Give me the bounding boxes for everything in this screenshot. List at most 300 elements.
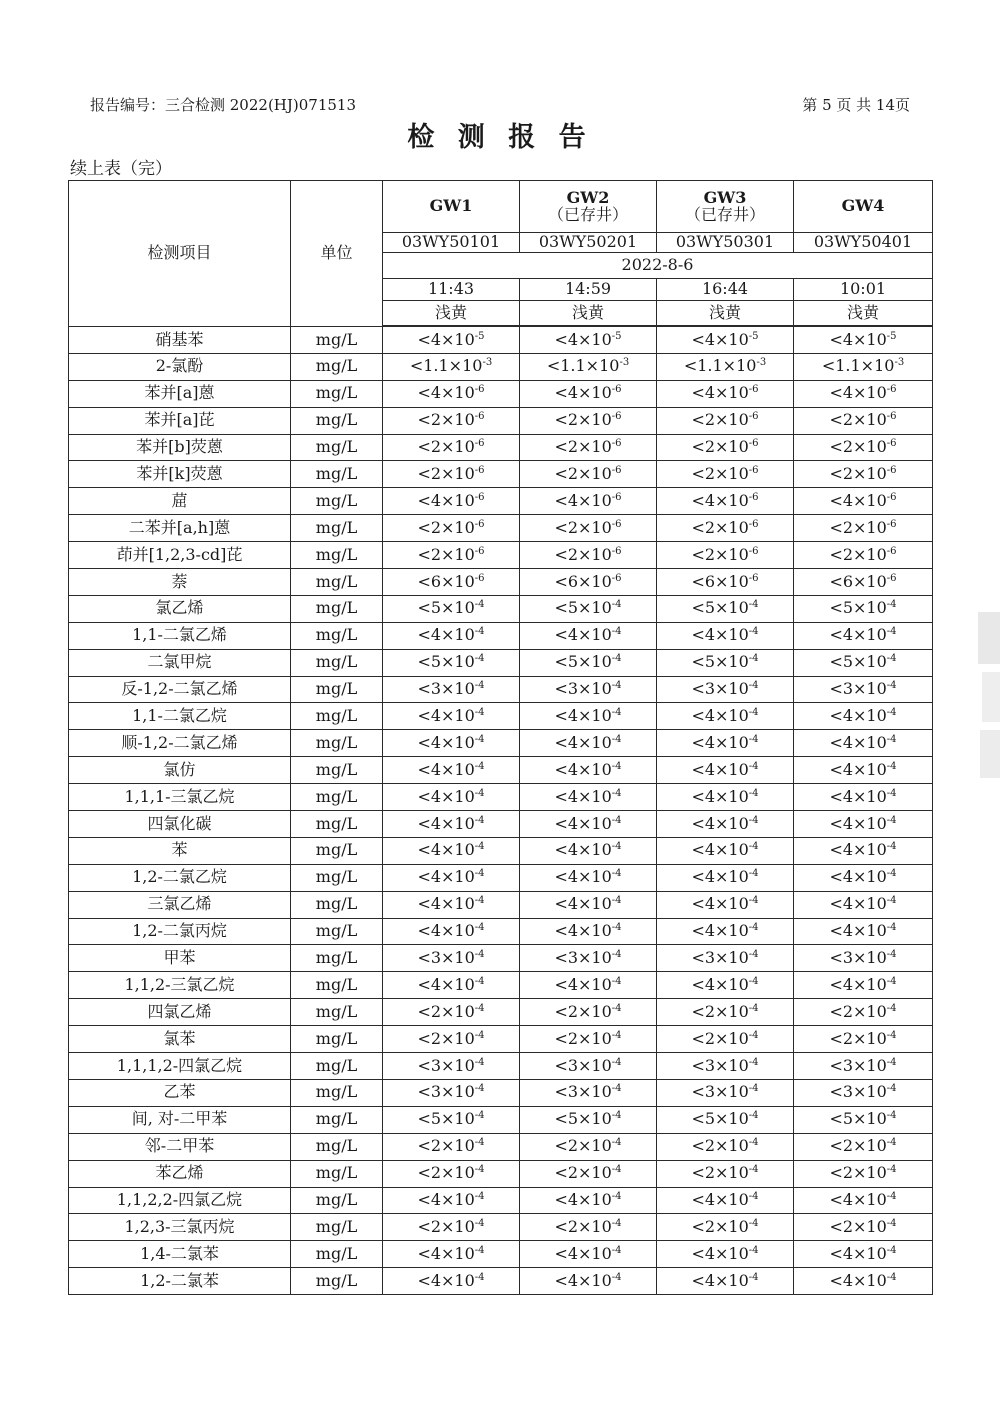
less-than-sign: < bbox=[554, 867, 568, 887]
item-unit: mg/L bbox=[291, 353, 383, 380]
sample-time: 10:01 bbox=[794, 279, 933, 301]
value-base: 6×10 bbox=[430, 571, 475, 591]
less-than-sign: < bbox=[683, 356, 698, 376]
item-unit: mg/L bbox=[291, 1133, 383, 1160]
value-base: 5×10 bbox=[430, 598, 475, 618]
item-unit: mg/L bbox=[291, 488, 383, 515]
item-name: 苯并[k]荧蒽 bbox=[69, 461, 291, 488]
value-base: 4×10 bbox=[704, 921, 749, 941]
value-base: 5×10 bbox=[567, 1109, 612, 1129]
value-exponent: -4 bbox=[886, 1056, 897, 1068]
value-exponent: -4 bbox=[886, 1083, 897, 1095]
less-than-sign: < bbox=[554, 383, 568, 403]
less-than-sign: < bbox=[554, 759, 568, 779]
less-than-sign: < bbox=[554, 437, 568, 457]
value-base: 2×10 bbox=[567, 1028, 612, 1048]
value-exponent: -4 bbox=[748, 680, 759, 692]
value-exponent: -6 bbox=[748, 438, 759, 450]
value-exponent: -4 bbox=[748, 949, 759, 961]
value-base: 2×10 bbox=[430, 1028, 475, 1048]
item-unit: mg/L bbox=[291, 542, 383, 569]
value-exponent: -3 bbox=[482, 357, 493, 369]
result-value bbox=[520, 1079, 657, 1106]
result-value bbox=[657, 407, 794, 434]
value-base: 4×10 bbox=[567, 329, 612, 349]
value-base: 4×10 bbox=[704, 732, 749, 752]
result-value bbox=[383, 1053, 520, 1080]
less-than-sign: < bbox=[691, 1243, 705, 1263]
value-exponent: -4 bbox=[611, 653, 622, 665]
less-than-sign: < bbox=[691, 437, 705, 457]
item-unit: mg/L bbox=[291, 1106, 383, 1133]
value-base: 4×10 bbox=[842, 867, 887, 887]
result-value bbox=[383, 622, 520, 649]
result-value bbox=[520, 837, 657, 864]
item-name: 间, 对-二甲苯 bbox=[69, 1106, 291, 1133]
value-base: 4×10 bbox=[842, 1243, 887, 1263]
result-value bbox=[383, 784, 520, 811]
table-row bbox=[69, 434, 933, 461]
value-exponent: -4 bbox=[748, 975, 759, 987]
result-value bbox=[794, 999, 933, 1026]
table-row bbox=[69, 1026, 933, 1053]
table-row bbox=[69, 864, 933, 891]
value-base: 4×10 bbox=[704, 1270, 749, 1290]
value-base: 2×10 bbox=[704, 410, 749, 430]
result-value bbox=[383, 730, 520, 757]
value-exponent: -4 bbox=[474, 787, 485, 799]
item-name: 苯乙烯 bbox=[69, 1160, 291, 1187]
item-unit: mg/L bbox=[291, 434, 383, 461]
sample-time: 11:43 bbox=[383, 279, 520, 301]
item-name: 二苯并[a,h]蒽 bbox=[69, 515, 291, 542]
less-than-sign: < bbox=[554, 1163, 568, 1183]
value-exponent: -4 bbox=[748, 1244, 759, 1256]
value-base: 2×10 bbox=[567, 464, 612, 483]
value-base: 4×10 bbox=[567, 1190, 612, 1210]
less-than-sign: < bbox=[417, 786, 431, 806]
value-exponent: -6 bbox=[748, 545, 759, 557]
value-exponent: -4 bbox=[886, 814, 897, 826]
value-exponent: -6 bbox=[611, 545, 622, 557]
result-value bbox=[657, 461, 794, 488]
less-than-sign: < bbox=[417, 1216, 431, 1236]
value-base: 4×10 bbox=[842, 921, 887, 941]
value-base: 4×10 bbox=[430, 625, 475, 645]
value-base: 2×10 bbox=[567, 437, 612, 457]
result-value bbox=[657, 1133, 794, 1160]
value-exponent: -4 bbox=[886, 1137, 897, 1149]
result-value bbox=[657, 542, 794, 569]
less-than-sign: < bbox=[691, 383, 705, 403]
value-base: 4×10 bbox=[567, 706, 612, 726]
value-base: 2×10 bbox=[704, 1136, 749, 1156]
value-exponent: -4 bbox=[611, 1002, 622, 1014]
sample-color: 浅黄 bbox=[383, 301, 520, 326]
item-unit: mg/L bbox=[291, 811, 383, 838]
value-base: 2×10 bbox=[842, 464, 887, 483]
less-than-sign: < bbox=[691, 867, 705, 887]
table-row bbox=[69, 811, 933, 838]
value-base: 5×10 bbox=[430, 1109, 475, 1129]
value-base: 4×10 bbox=[430, 840, 475, 860]
item-name: 1,2,3-三氯丙烷 bbox=[69, 1214, 291, 1241]
value-exponent: -4 bbox=[748, 1002, 759, 1014]
value-exponent: -4 bbox=[611, 868, 622, 880]
result-value bbox=[794, 434, 933, 461]
item-name: 䓛 bbox=[69, 488, 291, 515]
table-row bbox=[69, 1160, 933, 1187]
value-exponent: -4 bbox=[474, 922, 485, 934]
value-exponent: -4 bbox=[611, 787, 622, 799]
value-base: 4×10 bbox=[430, 786, 475, 806]
table-row bbox=[69, 972, 933, 999]
value-exponent: -4 bbox=[611, 707, 622, 719]
value-base: 3×10 bbox=[704, 948, 749, 968]
less-than-sign: < bbox=[691, 1082, 705, 1102]
value-base: 4×10 bbox=[567, 1243, 612, 1263]
result-value bbox=[383, 353, 520, 380]
value-exponent: -4 bbox=[611, 949, 622, 961]
value-base: 4×10 bbox=[842, 625, 887, 645]
result-value bbox=[383, 1079, 520, 1106]
value-base: 4×10 bbox=[567, 625, 612, 645]
value-exponent: -4 bbox=[474, 1137, 485, 1149]
result-value bbox=[657, 649, 794, 676]
less-than-sign: < bbox=[691, 813, 705, 833]
table-row bbox=[69, 945, 933, 972]
result-value bbox=[794, 972, 933, 999]
value-base: 2×10 bbox=[567, 544, 612, 564]
value-base: 4×10 bbox=[430, 1270, 475, 1290]
less-than-sign: < bbox=[554, 1082, 568, 1102]
less-than-sign: < bbox=[554, 1216, 568, 1236]
item-unit: mg/L bbox=[291, 972, 383, 999]
less-than-sign: < bbox=[417, 544, 431, 564]
value-base: 2×10 bbox=[430, 1136, 475, 1156]
value-base: 2×10 bbox=[704, 1001, 749, 1021]
value-base: 5×10 bbox=[842, 598, 887, 618]
page-info: 第 5 页 共 14页 bbox=[802, 96, 910, 114]
less-than-sign: < bbox=[691, 1028, 705, 1048]
item-unit: mg/L bbox=[291, 945, 383, 972]
table-row bbox=[69, 676, 933, 703]
result-value bbox=[383, 757, 520, 784]
value-base: 4×10 bbox=[704, 867, 749, 887]
result-value bbox=[657, 730, 794, 757]
value-base: 2×10 bbox=[842, 1001, 887, 1021]
value-base: 6×10 bbox=[567, 571, 612, 591]
less-than-sign: < bbox=[554, 813, 568, 833]
less-than-sign: < bbox=[829, 1055, 843, 1075]
result-value bbox=[794, 1053, 933, 1080]
less-than-sign: < bbox=[829, 329, 843, 349]
result-value bbox=[520, 918, 657, 945]
result-value bbox=[657, 945, 794, 972]
item-name: 1,1,2-三氯乙烷 bbox=[69, 972, 291, 999]
value-exponent: -4 bbox=[748, 1029, 759, 1041]
item-name: 1,2-二氯乙烷 bbox=[69, 864, 291, 891]
table-row bbox=[69, 327, 933, 354]
result-value bbox=[794, 622, 933, 649]
value-exponent: -6 bbox=[611, 384, 622, 396]
item-name: 苯并[a]蒽 bbox=[69, 380, 291, 407]
result-value bbox=[383, 837, 520, 864]
value-base: 3×10 bbox=[567, 1082, 612, 1102]
value-exponent: -4 bbox=[611, 975, 622, 987]
value-exponent: -6 bbox=[748, 572, 759, 584]
result-value bbox=[520, 622, 657, 649]
value-exponent: -4 bbox=[611, 1244, 622, 1256]
item-name: 硝基苯 bbox=[69, 327, 291, 354]
value-exponent: -4 bbox=[886, 1029, 897, 1041]
less-than-sign: < bbox=[691, 1163, 705, 1183]
value-base: 5×10 bbox=[704, 598, 749, 618]
sample-date: 2022-8-6 bbox=[383, 253, 933, 279]
value-base: 4×10 bbox=[704, 759, 749, 779]
table-row bbox=[69, 1187, 933, 1214]
value-exponent: -4 bbox=[474, 895, 485, 907]
less-than-sign: < bbox=[691, 598, 705, 618]
less-than-sign: < bbox=[417, 1243, 431, 1263]
value-base: 3×10 bbox=[430, 1082, 475, 1102]
less-than-sign: < bbox=[417, 1082, 431, 1102]
value-base: 4×10 bbox=[430, 867, 475, 887]
value-base: 2×10 bbox=[704, 437, 749, 457]
table-row bbox=[69, 1079, 933, 1106]
less-than-sign: < bbox=[829, 1270, 843, 1290]
less-than-sign: < bbox=[821, 356, 836, 376]
value-base: 4×10 bbox=[430, 1243, 475, 1263]
value-exponent: -4 bbox=[748, 787, 759, 799]
item-unit: mg/L bbox=[291, 730, 383, 757]
table-row bbox=[69, 407, 933, 434]
result-value bbox=[520, 676, 657, 703]
table-row bbox=[69, 595, 933, 622]
value-base: 2×10 bbox=[704, 1216, 749, 1236]
less-than-sign: < bbox=[554, 598, 568, 618]
value-exponent: -4 bbox=[474, 760, 485, 772]
less-than-sign: < bbox=[417, 1001, 431, 1021]
result-value bbox=[520, 649, 657, 676]
result-value bbox=[794, 864, 933, 891]
item-name: 氯乙烯 bbox=[69, 595, 291, 622]
less-than-sign: < bbox=[554, 1190, 568, 1210]
value-base: 3×10 bbox=[430, 948, 475, 968]
value-exponent: -4 bbox=[748, 1164, 759, 1176]
less-than-sign: < bbox=[691, 329, 705, 349]
result-value bbox=[520, 353, 657, 380]
value-exponent: -4 bbox=[748, 1110, 759, 1122]
result-value bbox=[383, 1187, 520, 1214]
value-exponent: -4 bbox=[886, 653, 897, 665]
value-base: 4×10 bbox=[704, 706, 749, 726]
result-value bbox=[520, 542, 657, 569]
value-base: 2×10 bbox=[842, 517, 887, 537]
value-base: 4×10 bbox=[842, 759, 887, 779]
less-than-sign: < bbox=[417, 437, 431, 457]
value-exponent: -4 bbox=[611, 895, 622, 907]
value-exponent: -6 bbox=[611, 411, 622, 423]
less-than-sign: < bbox=[829, 1109, 843, 1129]
result-value bbox=[794, 461, 933, 488]
result-value bbox=[520, 461, 657, 488]
value-exponent: -4 bbox=[474, 814, 485, 826]
less-than-sign: < bbox=[829, 1028, 843, 1048]
result-value bbox=[794, 784, 933, 811]
well-name: GW1 bbox=[429, 196, 473, 216]
result-value bbox=[383, 1160, 520, 1187]
less-than-sign: < bbox=[554, 974, 568, 994]
result-value bbox=[657, 1241, 794, 1268]
value-base: 5×10 bbox=[842, 1109, 887, 1129]
value-exponent: -4 bbox=[748, 1056, 759, 1068]
value-exponent: -4 bbox=[886, 1217, 897, 1229]
item-name: 1,1,1,2-四氯乙烷 bbox=[69, 1053, 291, 1080]
sample-color: 浅黄 bbox=[520, 301, 657, 326]
value-base: 3×10 bbox=[842, 948, 887, 968]
value-exponent: -4 bbox=[611, 1056, 622, 1068]
table-row bbox=[69, 1106, 933, 1133]
value-base: 4×10 bbox=[567, 759, 612, 779]
sample-color: 浅黄 bbox=[794, 301, 933, 326]
less-than-sign: < bbox=[554, 517, 568, 537]
value-base: 4×10 bbox=[430, 1190, 475, 1210]
less-than-sign: < bbox=[417, 974, 431, 994]
value-base: 2×10 bbox=[704, 1163, 749, 1183]
value-base: 3×10 bbox=[430, 679, 475, 699]
well-name: GW4 bbox=[841, 196, 885, 216]
item-name: 二氯甲烷 bbox=[69, 649, 291, 676]
value-exponent: -3 bbox=[756, 357, 767, 369]
less-than-sign: < bbox=[417, 813, 431, 833]
value-exponent: -4 bbox=[886, 1164, 897, 1176]
result-value bbox=[794, 1214, 933, 1241]
less-than-sign: < bbox=[691, 706, 705, 726]
less-than-sign: < bbox=[417, 329, 431, 349]
less-than-sign: < bbox=[554, 840, 568, 860]
result-value bbox=[657, 327, 794, 354]
result-value bbox=[794, 891, 933, 918]
result-value bbox=[657, 1160, 794, 1187]
less-than-sign: < bbox=[554, 921, 568, 941]
well-name-cell bbox=[520, 181, 657, 233]
value-base: 4×10 bbox=[842, 1190, 887, 1210]
value-base: 4×10 bbox=[842, 329, 887, 349]
value-base: 4×10 bbox=[842, 786, 887, 806]
result-value bbox=[657, 837, 794, 864]
result-value bbox=[794, 811, 933, 838]
well-name-cell bbox=[657, 181, 794, 233]
result-value bbox=[383, 1106, 520, 1133]
less-than-sign: < bbox=[829, 652, 843, 672]
less-than-sign: < bbox=[691, 974, 705, 994]
less-than-sign: < bbox=[829, 813, 843, 833]
less-than-sign: < bbox=[829, 437, 843, 457]
item-unit: mg/L bbox=[291, 380, 383, 407]
value-base: 4×10 bbox=[842, 490, 887, 510]
value-exponent: -4 bbox=[611, 1217, 622, 1229]
sample-color: 浅黄 bbox=[657, 301, 794, 326]
value-base: 2×10 bbox=[567, 1163, 612, 1183]
less-than-sign: < bbox=[691, 1055, 705, 1075]
value-base: 4×10 bbox=[842, 732, 887, 752]
less-than-sign: < bbox=[829, 598, 843, 618]
value-base: 4×10 bbox=[567, 840, 612, 860]
result-value bbox=[657, 676, 794, 703]
value-base: 2×10 bbox=[842, 1136, 887, 1156]
value-exponent: -4 bbox=[748, 653, 759, 665]
result-value bbox=[657, 569, 794, 596]
less-than-sign: < bbox=[417, 517, 431, 537]
value-exponent: -4 bbox=[474, 707, 485, 719]
table-row bbox=[69, 757, 933, 784]
item-name: 乙苯 bbox=[69, 1079, 291, 1106]
value-exponent: -4 bbox=[474, 1191, 485, 1203]
result-value bbox=[657, 622, 794, 649]
well-name-cell bbox=[383, 181, 520, 233]
less-than-sign: < bbox=[417, 867, 431, 887]
value-base: 4×10 bbox=[704, 974, 749, 994]
item-unit: mg/L bbox=[291, 327, 383, 354]
table-row bbox=[69, 703, 933, 730]
result-value bbox=[383, 1241, 520, 1268]
item-name: 萘 bbox=[69, 569, 291, 596]
less-than-sign: < bbox=[829, 732, 843, 752]
value-base: 4×10 bbox=[567, 813, 612, 833]
result-value bbox=[657, 972, 794, 999]
value-exponent: -6 bbox=[886, 491, 897, 503]
value-exponent: -4 bbox=[748, 599, 759, 611]
less-than-sign: < bbox=[691, 732, 705, 752]
value-exponent: -4 bbox=[611, 922, 622, 934]
item-name: 甲苯 bbox=[69, 945, 291, 972]
value-base: 2×10 bbox=[842, 437, 887, 457]
value-exponent: -4 bbox=[474, 733, 485, 745]
result-value bbox=[794, 676, 933, 703]
value-exponent: -6 bbox=[611, 518, 622, 530]
value-base: 4×10 bbox=[430, 921, 475, 941]
result-value bbox=[794, 1187, 933, 1214]
table-row bbox=[69, 1133, 933, 1160]
value-exponent: -6 bbox=[611, 572, 622, 584]
less-than-sign: < bbox=[829, 894, 843, 914]
result-value bbox=[520, 1268, 657, 1295]
value-exponent: -3 bbox=[894, 357, 905, 369]
value-base: 3×10 bbox=[567, 948, 612, 968]
value-base: 2×10 bbox=[704, 517, 749, 537]
value-base: 3×10 bbox=[567, 679, 612, 699]
less-than-sign: < bbox=[829, 625, 843, 645]
less-than-sign: < bbox=[554, 894, 568, 914]
value-exponent: -4 bbox=[748, 760, 759, 772]
less-than-sign: < bbox=[829, 786, 843, 806]
value-base: 2×10 bbox=[430, 517, 475, 537]
value-base: 3×10 bbox=[567, 1055, 612, 1075]
result-value bbox=[794, 703, 933, 730]
result-value bbox=[794, 649, 933, 676]
seal-stamp-fragment bbox=[972, 610, 1000, 780]
less-than-sign: < bbox=[691, 1270, 705, 1290]
value-exponent: -4 bbox=[611, 814, 622, 826]
less-than-sign: < bbox=[554, 490, 568, 510]
value-exponent: -6 bbox=[886, 411, 897, 423]
less-than-sign: < bbox=[417, 1028, 431, 1048]
result-value bbox=[520, 999, 657, 1026]
value-exponent: -4 bbox=[474, 868, 485, 880]
value-exponent: -4 bbox=[748, 1191, 759, 1203]
less-than-sign: < bbox=[691, 1136, 705, 1156]
